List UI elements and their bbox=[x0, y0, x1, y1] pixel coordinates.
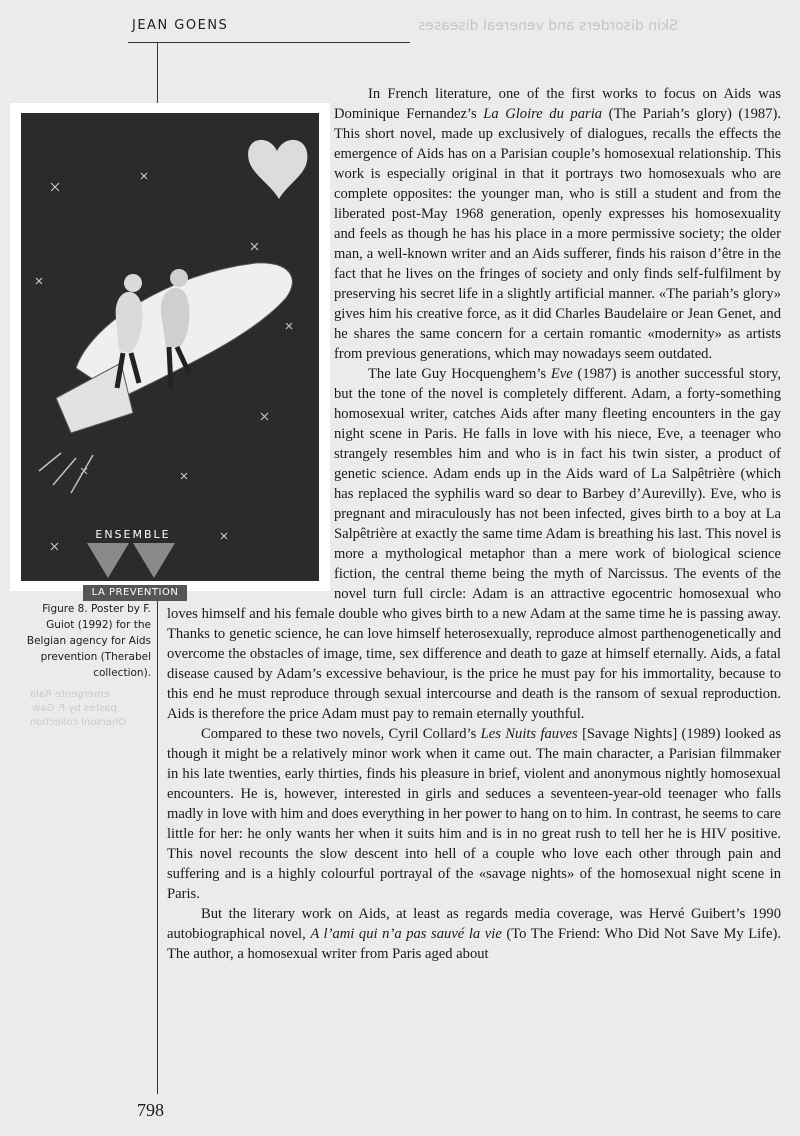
paragraph: But the literary work on Aids, at least as regards media coverage, was Hervé Guibert’s 1990 autobiographical novel, A l’ami qui n’a pas sauvé la vie (To The Friend: Who Did Not Save My Life). The author, a homosexual writer from Paris aged about bbox=[167, 906, 782, 962]
paragraph: In French literature, one of the first works to focus on Aids was Dominique Fernandez’s La Gloire du paria (The Pariah’s glory) (1987). This short novel, made up exclusively of dialogues, recalls the effects the emergence of Aids has on a Parisian couple’s homosexual relationship. This work is especially original in that it portrays two homosexuals who are complete opposites: the younger man, who is still a student and from the liberated post-May 1968 generation, openly expresses his homosexuality and feels as though he has his place in a more permissive society; the older man, a well-known writer and an Aids sufferer, finds his raison d’être in the fact that he lives on the fringes of society and only finds self-fulfilment by preserving his secret life in a slightly artificial manner. «The pariah’s glory» gives him his creative force, as it did Charles Baudelaire or Jean Genet, and he shares the same concern for a certain romantic «modernity» as artists from previous generations, which may nowadays seem outdated. bbox=[334, 86, 781, 362]
header-rule bbox=[128, 42, 410, 43]
book-title: Eve bbox=[550, 366, 573, 382]
poster-brand-prevention: LA PREVENTION bbox=[83, 585, 187, 601]
show-through-caption: emergente Rala pastes by P. Gaw. Ohersonl collection bbox=[30, 689, 127, 728]
running-header-author: JEAN GOENS bbox=[132, 18, 229, 33]
book-title: La Gloire du paria bbox=[483, 106, 603, 122]
poster-brand-ensemble: ENSEMBLE bbox=[95, 528, 171, 541]
paragraph: Compared to these two novels, Cyril Collard’s Les Nuits fauves [Savage Nights] (1989) looked as though it might be a relatively minor work when it came out. The main character, a Parisian filmmaker in his late twenties, early thirties, finds his pleasure in brief, violent and anonymous nightly homosexual encounters. He is, however, interested in girls and seduces a seventeen-year-old teenager who falls madly in love with him and does everything in her power to hang on to him. In contrast, he seems to care little for her: he only wants her when it suits him and is in no great rush to tell her he is HIV positive. This novel recounts the slow descent into hell of a couple who love each other through pain and suffering and is a highly colourful portrayal of the «savage nights» of the homosexual night scene in Paris. bbox=[167, 726, 782, 902]
book-title: A l’ami qui n’a pas sauvé la vie bbox=[310, 926, 502, 942]
figure-wrap-space bbox=[167, 84, 334, 587]
show-through-header: Skin disorders and venereal diseases bbox=[418, 18, 678, 34]
page-number: 798 bbox=[137, 1100, 164, 1120]
body-text bbox=[167, 84, 781, 964]
figure-caption: Figure 8. Poster by F. Guiot (1992) for the Belgian agency for Aids prevention (Therabel collection). bbox=[26, 603, 151, 679]
paragraph: The late Guy Hocquenghem’s Eve (1987) is another successful story, but the tone of the novel is completely different. Adam, a forty-something homosexual writer, catches Aids after many fleeting encounters in the gay night scene in Paris. He falls in love with his niece, Eve, a teenager who strangely resembles him and who is in fact his twin sister, a product of genetic science. Adam ends up in the Aids ward of La Salpêtrière (which has replaced the syphilis ward so dear to Barbey d’Aurevilly). Eve, who is pregnant and miraculously has not been infected, gives birth to a boy at La Salpêtrière at exactly the same time Adam is breathing his last. This novel is more a mythological metaphor than a mere work of biological science fiction, the central theme being the myth of Narcissus. The events of the novel turn full circle: Adam is an attractive egocentric homosexual who loves himself and his female double who gives birth to a new Adam at the same time he is passing away. Thanks to genetic science, he can love himself heterosexually, reproduce almost parthenogenetically and overcome the obstacles of image, time, sex difference and death to gaze at himself eternally. Aids, a fatal disease caused by Adam’s excessive behaviour, is the price he must pay for his immortality, because to this end he must reproduce through sexual intercourse and death is the ransom of sexual reproduction. Aids is therefore the price Adam must pay to remain eternally youthful. bbox=[167, 366, 781, 722]
book-title: Les Nuits fauves bbox=[480, 726, 578, 742]
